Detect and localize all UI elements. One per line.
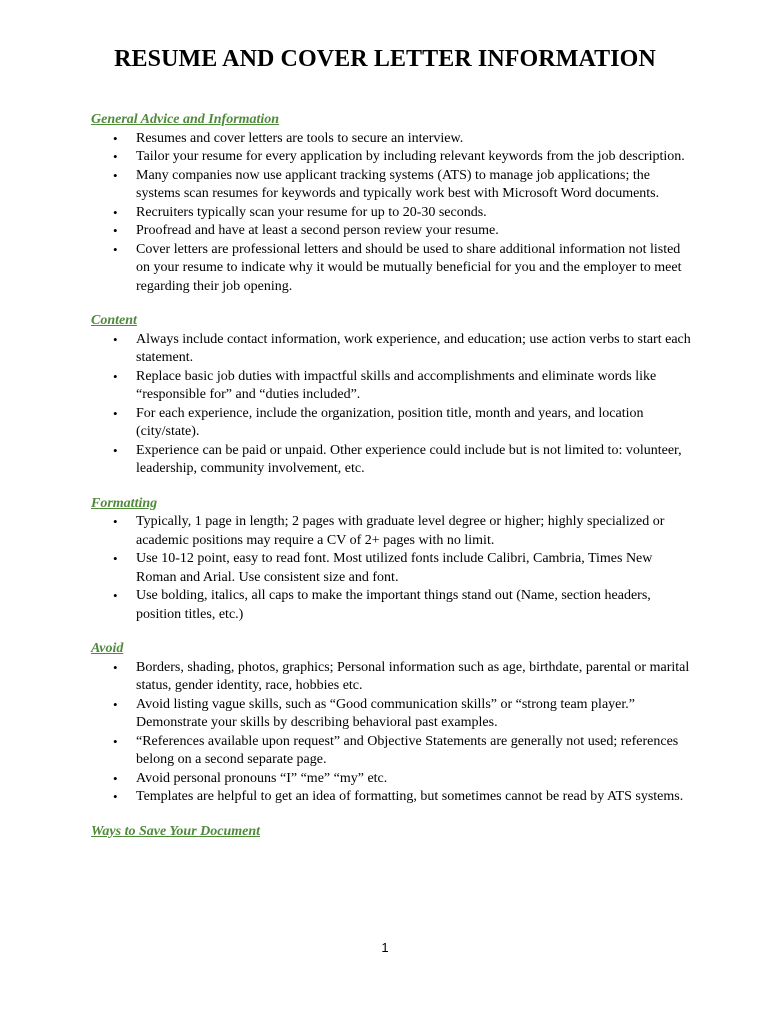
list-item-text: Use bolding, italics, all caps to make the important things stand out (Name, section headers, position titles, etc.) (136, 588, 651, 622)
list-item (91, 405, 691, 442)
document-content (91, 111, 691, 857)
list-item (91, 550, 691, 587)
list-item-text: Tailor your resume for every application by including relevant keywords from the job description. (136, 149, 685, 164)
bullet-icon: • (113, 167, 118, 183)
list-item-text: Replace basic job duties with impactful skills and accomplishments and eliminate words like “responsible for” and “duties included”. (136, 368, 657, 402)
list-item (91, 204, 691, 223)
list-item (91, 368, 691, 405)
bullet-icon: • (113, 368, 118, 384)
page-number: 1 (381, 940, 389, 955)
bullet-list (91, 659, 691, 807)
bullet-icon: • (113, 659, 118, 675)
list-item (91, 167, 691, 204)
bullet-icon: • (113, 204, 118, 220)
section-content (91, 312, 691, 479)
section-heading: General Advice and Information (91, 112, 280, 127)
bullet-icon: • (113, 130, 118, 146)
list-item (91, 130, 691, 149)
list-item (91, 587, 691, 624)
bullet-icon: • (113, 789, 118, 804)
list-item-text: For each experience, include the organization, position title, month and years, and location (city/state). (136, 405, 644, 439)
document-title: RESUME AND COVER LETTER INFORMATION (114, 46, 656, 72)
section-general-advice (91, 111, 691, 296)
bullet-icon: • (113, 241, 118, 257)
bullet-icon: • (113, 223, 118, 238)
bullet-list (91, 513, 691, 624)
list-item (91, 442, 691, 479)
section-heading: Formatting (91, 495, 158, 511)
list-item-text: Avoid personal pronouns “I” “me” “my” etc. (136, 770, 388, 786)
bullet-list (91, 331, 691, 479)
list-item-text: Avoid listing vague skills, such as “Good communication skills” or “strong team player.” Demonstrate your skills by describing behavioral past examples. (136, 696, 635, 730)
section-heading: Avoid (91, 641, 124, 656)
list-item-text: Use 10-12 point, easy to read font. Most utilized fonts include Calibri, Cambria, Times New Roman and Arial. Use consistent size and font. (136, 551, 653, 585)
list-item (91, 788, 691, 807)
list-item (91, 241, 691, 297)
bullet-icon: • (113, 442, 118, 458)
bullet-icon: • (113, 733, 118, 749)
bullet-icon: • (113, 331, 118, 347)
list-item-text: Always include contact information, work experience, and education; use action verbs to start each statement. (136, 331, 691, 365)
bullet-icon: • (113, 770, 118, 786)
list-item-text: Resumes and cover letters are tools to secure an interview. (136, 130, 464, 146)
list-item-text: Borders, shading, photos, graphics; Personal information such as age, birthdate, parental or marital status, gender identity, race, hobbies etc. (136, 659, 690, 693)
list-item (91, 148, 691, 167)
list-item (91, 513, 691, 550)
section-formatting (91, 495, 691, 625)
list-item-text: Proofread and have at least a second person review your resume. (136, 223, 499, 238)
section-ways-to-save (91, 823, 691, 842)
list-item-text: Cover letters are professional letters and should be used to share additional information not listed on your resume to indicate why it would be mutually beneficial for you and the employer to meet regarding their job opening. (136, 241, 682, 294)
list-item-text: Recruiters typically scan your resume for up to 20-30 seconds. (136, 204, 487, 220)
list-item-text: Experience can be paid or unpaid. Other experience could include but is not limited to: volunteer, leadership, community involvement, etc. (136, 442, 682, 476)
bullet-icon: • (113, 551, 118, 566)
list-item (91, 659, 691, 696)
bullet-list (91, 130, 691, 297)
section-heading: Ways to Save Your Document (91, 823, 261, 839)
list-item-text: Templates are helpful to get an idea of formatting, but sometimes cannot be read by ATS systems. (136, 789, 684, 804)
bullet-icon: • (113, 588, 118, 603)
list-item-text: “References available upon request” and Objective Statements are generally not used; references belong on a second separate page. (136, 733, 679, 767)
list-item (91, 222, 691, 241)
bullet-icon: • (113, 405, 118, 421)
list-item (91, 733, 691, 770)
list-item-text: Many companies now use applicant tracking systems (ATS) to manage job applications; the systems scan resumes for keywords and typically work best with Microsoft Word documents. (136, 167, 660, 201)
list-item (91, 770, 691, 789)
section-avoid (91, 640, 691, 807)
list-item (91, 331, 691, 368)
bullet-icon: • (113, 149, 118, 164)
section-heading: Content (91, 313, 137, 328)
list-item (91, 696, 691, 733)
bullet-icon: • (113, 696, 118, 712)
bullet-icon: • (113, 514, 118, 529)
list-item-text: Typically, 1 page in length; 2 pages with graduate level degree or higher; highly specialized or academic positions may require a CV of 2+ pages with no limit. (136, 514, 665, 548)
